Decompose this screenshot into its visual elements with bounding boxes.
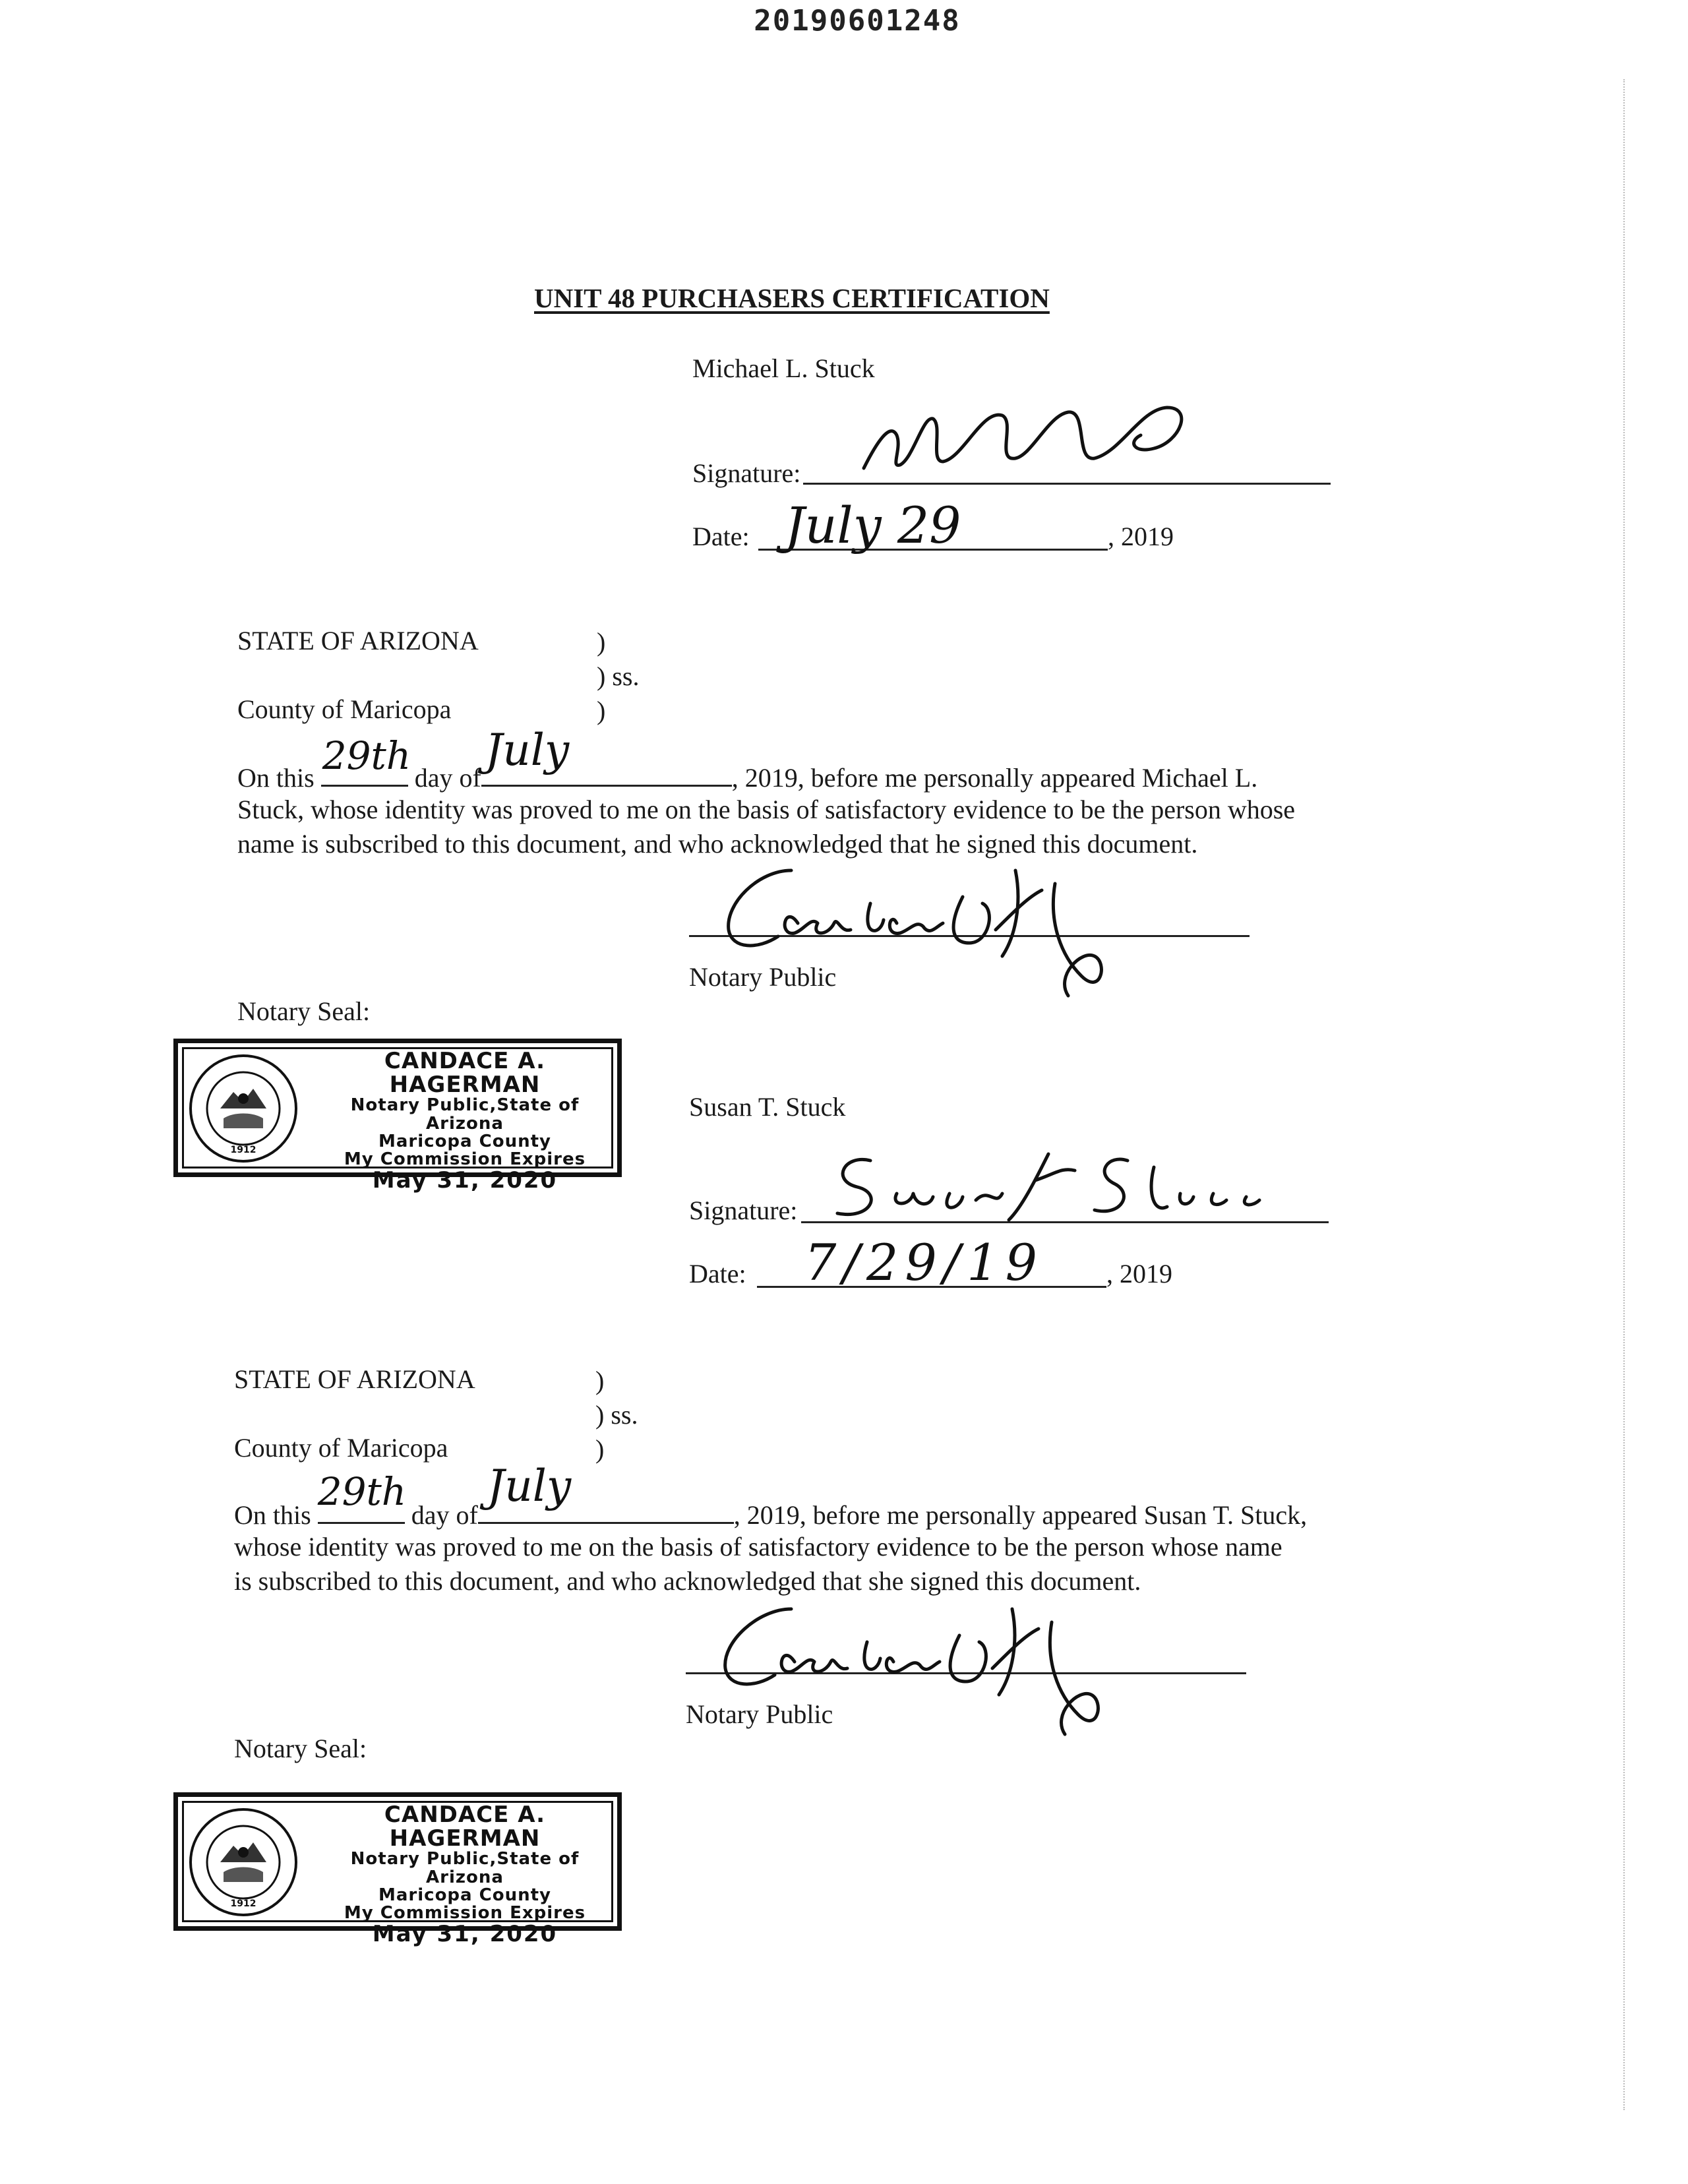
ack2-paren-top: ) (595, 1366, 605, 1395)
ack2-body-line1-rest: , 2019, before me personally appeared Susan T. Stuck, (733, 1500, 1308, 1530)
seal-line-commission: Notary Public,State of Arizona (350, 1849, 580, 1887)
ack2-day-of: day of (411, 1500, 478, 1530)
ack1-body-line1 (237, 725, 1258, 795)
seal-line-commission: Notary Public,State of Arizona (350, 1095, 580, 1134)
ack2-month-field (478, 1461, 734, 1524)
ack2-county: County of Maricopa (234, 1433, 448, 1463)
seal-line-county: Maricopa County (378, 1131, 551, 1151)
seal-notary-name: CANDACE A. HAGERMAN (384, 1802, 546, 1852)
recording-number: 20190601248 (754, 4, 961, 38)
purchaser2-name: Susan T. Stuck (689, 1092, 846, 1122)
ack2-state: STATE OF ARIZONA (234, 1364, 475, 1394)
ack1-paren-ss: ) ss. (597, 661, 640, 691)
ack1-county: County of Maricopa (237, 694, 452, 724)
arizona-state-seal-icon (187, 1806, 299, 1918)
purchaser1-date-label: Date: (692, 522, 750, 551)
notary-seal-stamp-1 (173, 1039, 622, 1194)
purchaser1-signature (851, 396, 1220, 488)
document-title: UNIT 48 PURCHASERS CERTIFICATION (534, 283, 1050, 313)
ack2-on-this: On this (234, 1500, 311, 1530)
purchaser2-signature-label: Signature: (689, 1196, 798, 1225)
seal-text-block (310, 1050, 620, 1192)
purchaser2-date-handwritten: 7/29/19 (804, 1233, 1044, 1292)
purchaser1-date-handwritten: July 29 (785, 496, 961, 555)
ack1-body-line2: Stuck, whose identity was proved to me on the basis of satisfactory evidence to be the person whose (237, 795, 1296, 824)
ack1-body-line1-rest: , 2019, before me personally appeared Michael L. (731, 763, 1258, 793)
ack1-seal-label: Notary Seal: (237, 996, 371, 1026)
seal-text-block (310, 1804, 620, 1946)
ack2-body-line1 (234, 1461, 1308, 1532)
ack1-day-of: day of (414, 763, 481, 793)
ack1-day-handwritten: 29th (322, 733, 411, 778)
ack2-paren-ss: ) ss. (595, 1400, 638, 1430)
purchaser1-signature-label: Signature: (692, 458, 801, 488)
purchaser1-name: Michael L. Stuck (692, 353, 875, 383)
notary-seal-stamp-2 (173, 1792, 622, 1947)
seal-emblem-year: 1912 (230, 1898, 256, 1909)
ack1-notary-label: Notary Public (689, 962, 837, 992)
ack2-notary-label: Notary Public (686, 1699, 833, 1729)
ack2-month-handwritten: July (487, 1461, 572, 1511)
seal-expiry-date: May 31, 2020 (372, 1167, 558, 1194)
page-edge-scan-line (1623, 79, 1625, 2110)
seal-line-expires-label: My Commission Expires (344, 1149, 586, 1170)
ack2-day-handwritten: 29th (317, 1469, 407, 1514)
seal-expiry-date: May 31, 2020 (372, 1920, 558, 1947)
ack2-seal-label: Notary Seal: (234, 1734, 367, 1763)
ack1-paren-bottom: ) (597, 696, 606, 725)
purchaser2-year: , 2019 (1106, 1259, 1172, 1289)
seal-line-county: Maricopa County (378, 1885, 551, 1905)
ack1-paren-top: ) (597, 627, 606, 657)
ack2-day-field (317, 1469, 407, 1524)
purchaser2-date-label: Date: (689, 1259, 746, 1289)
ack2-paren-bottom: ) (595, 1434, 605, 1464)
ack1-month-handwritten: July (485, 725, 570, 775)
arizona-state-seal-icon (187, 1052, 299, 1165)
ack1-state: STATE OF ARIZONA (237, 626, 479, 655)
ack1-day-field (321, 733, 411, 787)
ack1-month-field (481, 725, 732, 787)
purchaser2-signature (798, 1141, 1339, 1233)
ack1-on-this: On this (237, 763, 315, 793)
seal-emblem-year: 1912 (230, 1145, 256, 1155)
purchaser1-year: , 2019 (1108, 522, 1174, 551)
seal-line-expires-label: My Commission Expires (344, 1903, 586, 1924)
ack2-body-line3: is subscribed to this document, and who acknowledged that she signed this document. (234, 1566, 1141, 1596)
seal-notary-name: CANDACE A. HAGERMAN (384, 1048, 546, 1098)
ack2-body-line2: whose identity was proved to me on the basis of satisfactory evidence to be the person whose name (234, 1532, 1282, 1562)
ack1-body-line3: name is subscribed to this document, and who acknowledged that he signed this document. (237, 829, 1198, 859)
